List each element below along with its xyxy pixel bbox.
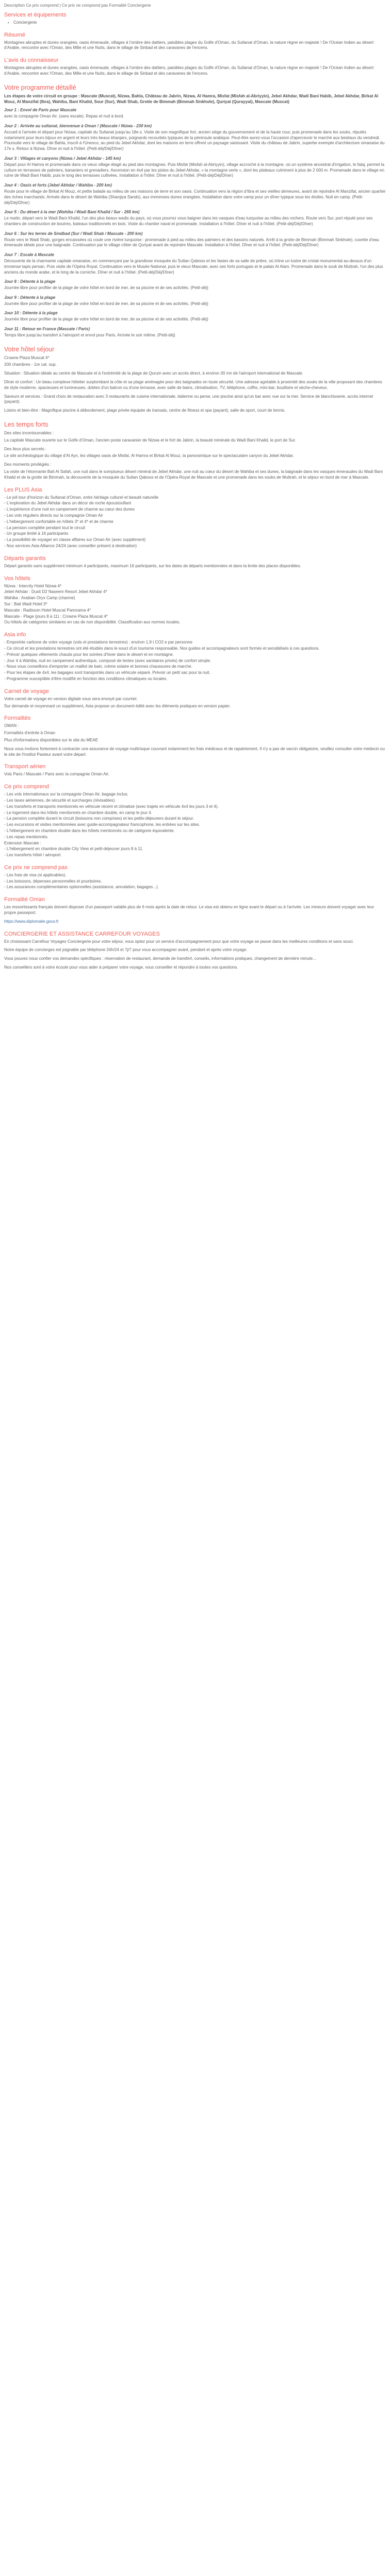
hotel-rooms: 200 chambres - 1re cat. sup.: [4, 362, 57, 367]
vos-hotels-item: Mascate - Plage (jours 8 à 11) : Crowne Plaza Muscat 4*: [4, 614, 108, 619]
section-title-prix-comprend: Ce prix comprend: [4, 784, 49, 790]
day-text: Le matin, départ vers le Wadi Bani Khalid, l'un des plus beaux wadis du pays, où vous pourrez vous baigner dans les vasques d'eau turquoise au milieu des rochers. Route vers Sur, port réputé pour ses chantiers de construction de boutres, bateaux traditionnels en bois. Visite du chantier naval et promenade. Installation à l'hôtel. Dîner et nuit à l'hôtel. (Petit-déj/Déj/Dîner): [4, 216, 373, 226]
hotel-paragraph: Situation : Situation idéale au centre de Mascate et à l'extrémité de la plage de Qurum avec un accès direct, à environ 30 mn de l'aéroport international de Mascate.: [4, 371, 303, 376]
temps-forts-item: Des moments privilégiés :: [4, 462, 52, 467]
departs-text: Départ garantis sans supplément minimum 4 participants, maximum 16 participants, sur les dates de départs mentionnées et dans la limite des places disponibles.: [4, 563, 301, 568]
prix-comprend-item: - La pension complète durant le circuit (boissons non comprises) et les petits-déjeuners durant le séjour.: [4, 816, 194, 821]
day-item: [4, 311, 387, 323]
temps-forts-intro: Des sites incontournables :: [4, 431, 54, 436]
programme-heading: Les étapes de votre circuit en groupe : Mascate (Muscat), Nizwa, Bahla, Château de Jabrin, Nizwa, Al Hamra, Misfat (Misfah al-Abriyyin), Jebel Akhdar, Wadi Bani Habib, Jebel Akhdar, Birkat Al Mouz, Al Manzifat (Ibra), Wahiba, Bani Khalid, Sour (Sur), Wadi Shab, Grotte de Bimmah (Bimmah Sinkhole), Quriyat (Qurayyat), Mascate (Muscat): [4, 93, 379, 104]
asia-info-item: - Jour 4 à Wahiba, nuit en campement authentique, composé de tentes (avec sanitaires privés) de confort simple.: [4, 658, 211, 663]
day-text: Journée libre pour profiter de la plage de votre hôtel en bord de mer, de sa piscine et de ses activités. (Petit-déj): [4, 301, 208, 306]
day-title: Jour 9 : Détente à la plage: [4, 295, 56, 300]
asia-info-item: - Prévoir quelques vêtements chauds pour les soirées d'hiver dans le désert et en montagne.: [4, 652, 174, 657]
plus-asia-item: - Le joli tour d'horizon du Sultanat d'Oman, entre héritage culturel et beauté naturelle: [4, 495, 159, 500]
plus-asia-item: - Nos services Asia Alliance 24/24 (avec conseiller présent à destination): [4, 544, 137, 548]
hotel-paragraph: Dîner et confort : Un beau complexe hôtelier surplombant la côte et sa plage aménagée pour des baignades en toute sécurité. Une adresse agréable à proximité des souks de la ville proposant des chambres de style moderne, spacieuses et lumineuses, dotées d'un balcon ou d'une terrasse, avec salle de bains, climatisation, TV, téléphone, coffre, mini-bar, bouilloire et sèche-cheveux.: [4, 380, 382, 390]
prix-comprend-item: - Le logement dans les hôtels mentionnés en chambre double, en camp le jour 4.: [4, 810, 152, 815]
formalites-item: Nous vous invitons fortement à contracter une assurance de voyage multirisque couvrant notamment les frais médicaux et de rapatriement. Il n'y a pas de vaccin obligatoire, veuillez consulter votre médecin ou le site de l'Institut Pasteur avant votre départ.: [4, 746, 385, 757]
section-title-conciergerie: CONCIERGERIE ET ASSISTANCE CARREFOUR VOYAGES: [4, 930, 160, 937]
section-title-formalites: Formalités: [4, 715, 31, 722]
prix-ne-comprend-item: - Les boissons, dépenses personnelles et pourboires.: [4, 878, 102, 884]
formalites-item: Formalités d'entrée à Oman: [4, 731, 55, 736]
day-text: avec la compagnie Oman Air. (sans escale). Repas et nuit à bord.: [4, 114, 124, 119]
day-item: [4, 210, 387, 227]
day-text: Journée libre pour profiter de la plage de votre hôtel en bord de mer, de sa piscine et de ses activités. (Petit-déj): [4, 317, 208, 322]
section-title-asia-info: Asia info: [4, 632, 26, 638]
section-title-vos-hotels: Vos hôtels: [4, 575, 30, 582]
conciergerie-paragraph: Notre équipe de concierges est joignable par téléphone 24h/24 et 7j/7 pour vous accompagner avant, pendant et après votre voyage.: [4, 947, 248, 953]
section-title-resume: Résumé: [4, 31, 25, 38]
prix-comprend-item: - Les repas mentionnés.: [4, 834, 48, 839]
day-item: [4, 183, 387, 206]
asia-info-item: - Programme susceptible d'être modifié en fonction des conditions climatiques ou locales.: [4, 676, 168, 681]
section-title-programme: Votre programme détaillé: [4, 83, 76, 91]
day-title: Jour 3 : Villages et canyons (Nizwa / Jebel Akhdar - 145 km): [4, 156, 121, 161]
prix-comprend-item: - L'hébergement en chambre double dans les hôtels mentionnés ou de catégorie équivalente.: [4, 828, 175, 833]
section-title-departs: Départs garantis: [4, 555, 46, 562]
vos-hotels-item: Mascate : Radisson Hotel Muscat Panorama 4*: [4, 607, 91, 613]
formalites-item: OMAN :: [4, 723, 19, 728]
section-title-carnet: Carnet de voyage: [4, 688, 49, 694]
prix-comprend-item: - Les transferts hôtel / aéroport.: [4, 853, 62, 858]
vos-hotels-item: Wahiba : Arabian Oryx Camp (charme): [4, 596, 75, 601]
section-title-prix-ne-comprend: Ce prix ne comprend pas: [4, 864, 68, 871]
temps-forts-item: Des lieux plus secrets :: [4, 446, 47, 451]
plus-asia-item: - Un groupe limité à 16 participants: [4, 531, 69, 536]
vos-hotels-item: Sur : Bait Wadi Hotel 3*: [4, 601, 47, 606]
plus-asia-item: - L'expérience d'une nuit en campement de charme au cœur des dunes: [4, 507, 135, 512]
section-title-formalite-oman: Formalité Oman: [4, 896, 45, 903]
plus-asia-item: - Les vols réguliers directs sur la compagnie Oman Air: [4, 513, 103, 518]
carnet-item: Votre carnet de voyage en version digitale vous sera envoyé par courriel.: [4, 696, 138, 701]
day-text: Découverte de la charmante capitale omanaise, en commençant par la grandiose mosquée du Sultan Qaboos et les fastes de sa salle de prière, où trône un lustre de cristal monumental au-dessus d'un immense tapis persan. Puis visite de l'Opéra Royal. Continuation vers le Musée National, puis le vieux Mascate, avec ses forts portugais et le palais Al Alam. Promenade dans le souk de Muttrah, l'un des plus anciens du monde arabe, et le long de la corniche. Dîner et nuit à l'hôtel. (Petit-déj/Déj/Dîner): [4, 258, 383, 275]
day-item: [4, 295, 387, 307]
formalite-oman-text: Les ressortissants français doivent disposer d'un passeport valable plus de 6 mois après la date de retour. Le visa est obtenu en ligne avant le départ ou à l'arrivée. Les mineurs doivent voyager avec leur propre passeport.: [4, 905, 374, 916]
section-title-temps-forts: Les temps forts: [4, 421, 48, 429]
day-title: Jour 10 : Détente à la plage: [4, 311, 58, 316]
day-title: Jour 5 : Du désert à la mer (Wahiba / Wadi Bani Khalid / Sur - 265 km): [4, 210, 140, 215]
prix-comprend-item: - Les vols internationaux sur la compagnie Oman Air, bagage inclus.: [4, 792, 129, 797]
resume-text: Montagnes abruptes et dunes orangées, oasis émeraude, villages à l'ombre des dattiers, paisibles plages du Golfe d'Oman, du Sultanat d'Oman, la nature règne en majesté ! De l'Océan Indien au désert d'Arabie, rencontre avec l'Oman, des Mille et une Nuits, dans le sillage de Sinbad et des caravanes de l'encens.: [4, 40, 374, 50]
prix-ne-comprend-item: - Les frais de visa (si applicables).: [4, 872, 67, 877]
transport-text: Vols Paris / Mascate / Paris avec la compagnie Oman Air.: [4, 772, 109, 777]
vos-hotels-item: Jebel Akhdar : Dusit D2 Naseem Resort Jebel Akhdar 4*: [4, 589, 107, 595]
plus-asia-item: - L'hébergement confortable en hôtels 3* et 4* et de charme: [4, 519, 113, 524]
hotel-paragraph: Saveurs et services : Grand choix de restauration avec 3 restaurants de cuisine internationale, italienne ou perse, une piscine ainsi qu'un bar avec vue sur la mer. Service de blanchisserie, accès internet (payant).: [4, 394, 373, 404]
section-title-lavis: L'avis du connaisseur: [4, 57, 59, 64]
lavis-text: Montagnes abruptes et dunes orangées, oasis émeraude, villages à l'ombre des dattiers, paisibles plages du Golfe d'Oman, du Sultanat d'Oman, la nature règne en majesté ! De l'Océan Indien au désert d'Arabie, rencontre avec l'Oman, des Mille et une Nuits, dans le sillage de Sinbad et des caravanes de l'encens.: [4, 65, 374, 76]
temps-forts-item: La visite de l'étonnante Bait Al Safah, une nuit dans le somptueux désert minéral de Jebel Akhdar, une nuit au cœur du désert de Wahiba et ses dunes, la baignade dans les vasques émeraudes du Wadi Bani Khalid et de la grotte de Bimmah, la découverte de la mosquée du Sultan Qaboos et de l'Opéra Royal de Mascate et une promenade dans les souks de Muttrah, et le séjour en bord de mer à Mascate.: [4, 469, 383, 480]
day-text: Temps libre jusqu'au transfert à l'aéroport et envol pour Paris. Arrivée le soir même. (Petit-déj): [4, 332, 175, 337]
day-title: Jour 8 : Détente à la plage: [4, 279, 56, 284]
day-text: Accueil à l'arrivée et départ pour Nizwa, capitale du Sultanat jusqu'au 18e s. Visite de son magnifique fort, ancien siège du gouvernement et de la haute cour, puis promenade dans les souks, réputés notamment pour leurs bijoux en argent et leurs très beaux khanjars, poignards recourbés typiques de la péninsule arabique. Peut-être aurez-vous l'occasion d'apercevoir le marché aux bestiaux du vendredi. Poursuite vers le village de Bahla, inscrit à l'Unesco, au pied du Jebel Akhdar, dont les maisons en terre offrent un paysage saisissant. Visite du château de Jabrin, superbe exemple d'architecture omanaise du 17e s. Retour à Nizwa. Dîner et nuit à l'hôtel. (Petit-déj/Déj/Dîner): [4, 129, 385, 151]
vos-hotels-item: Ou hôtels de catégories similaires en cas de non disponibilité. Classification aux normes locales.: [4, 620, 181, 625]
asia-info-item: - Ce circuit et les prestations terrestres ont été étudiés dans le souci d'un tourisme responsable. Nos guides et accompagnateurs sont formés et sensibilisés à ces questions.: [4, 646, 320, 651]
day-title: Jour 1 : Envol de Paris pour Mascate: [4, 108, 77, 113]
carnet-item: Sur demande et moyennant un supplément, Asia propose un document édité avec les éléments pratiques en version papier.: [4, 703, 231, 708]
plus-asia-item: - L'exploration du Jebel Akhdar dans un décor de roche époustouflant: [4, 501, 132, 506]
prix-comprend-item: - L'hébergement en chambre double City View et petit-déjeuner jours 8 à 11.: [4, 846, 143, 852]
hotel-name: Crowne Plaza Muscat 4*: [4, 355, 50, 360]
day-item: [4, 327, 387, 338]
hotel-paragraph: Loisirs et bien-être : Magnifique piscine à débordement, plage privée équipée de transats, centre de fitness et spa (payant), salle de sport, court de tennis.: [4, 408, 286, 413]
prix-comprend-item: Extension Mascate :: [4, 840, 42, 845]
conciergerie-paragraph: Vous pouvez nous confier vos demandes spécifiques : réservation de restaurant, demande de transfert, conseils, informations pratiques, changement de dernière minute...: [4, 956, 316, 961]
day-title: Jour 2 : Arrivée au sultanat, bienvenue à Oman ! (Mascate / Nizwa - 230 km): [4, 123, 152, 128]
day-item: [4, 231, 387, 248]
day-item: [4, 279, 387, 291]
day-item: [4, 156, 387, 179]
section-title-services: Services et équipements: [4, 11, 67, 18]
plus-asia-item: - La possibilité de voyager en classe affaires sur Oman Air (avec supplément): [4, 537, 146, 543]
vos-hotels-item: Nizwa : Intercity Hotel Nizwa 4*: [4, 583, 62, 588]
plus-asia-item: - La pension complète pendant tout le circuit: [4, 525, 85, 530]
prix-ne-comprend-item: - Les assurances complémentaires optionnelles (assistance, annulation, bagages...).: [4, 885, 159, 890]
prix-comprend-item: - Les excursions et visites mentionnées avec guide-accompagnateur francophone, les entrées sur les sites.: [4, 822, 200, 827]
day-text: Route vers le Wadi Shab, gorges encaissées où coule une rivière turquoise : promenade à pied au milieu des palmiers et des bassins naturels. Arrêt à la grotte de Bimmah (Bimmah Sinkhole), cuvette d'eau émeraude idéale pour une baignade. Continuation par le village côtier de Quriyat avant de rejoindre Mascate. Installation à l'hôtel. Dîner et nuit à l'hôtel. (Petit-déj/Déj/Dîner): [4, 237, 379, 248]
day-title: Jour 6 : Sur les terres de Sindbad (Sur / Wadi Shab / Mascate - 200 km): [4, 231, 143, 236]
day-text: Départ pour Al Hamra et promenade dans ce vieux village étagé au pied des montagnes. Puis Misfat (Misfah al-Abriyyin), village accroché à la montagne, où un système ancestral d'irrigation, le falaj, permet la culture en terrasses de palmiers, bananiers et grenadiers. Ascension en 4x4 par les pistes du Jebel Akhdar, « la montagne verte », dont les plateaux culminent à plus de 2 000 m. Promenade dans le village en ruine de Wadi Bani Habib, puis le long des terrasses cultivées. Installation à l'hôtel. Dîner et nuit à l'hôtel. (Petit-déj/Déj/Dîner): [4, 162, 385, 178]
temps-forts-item: Le site archéologique du village d'Al Ayn, les villages oasis de Misfat, Al Hamra et Birkat Al Mouz, la panoramique sur le spectaculaire canyon du Jebel Akhdar.: [4, 453, 294, 459]
day-item: [4, 108, 387, 120]
formalite-oman-link[interactable]: https://www.diplomatie.gouv.fr: [4, 919, 59, 924]
day-title: Jour 11 : Retour en France (Mascate / Paris): [4, 327, 90, 332]
day-text: Journée libre pour profiter de la plage de votre hôtel en bord de mer, de sa piscine et de ses activités. (Petit-déj): [4, 285, 208, 291]
section-title-transport: Transport aérien: [4, 764, 46, 770]
asia-info-item: - Nous vous conseillons d'emporter un maillot de bain, crème solaire et bonnes chaussures de marche.: [4, 664, 192, 669]
services-item: • Conciergerie: [13, 20, 387, 26]
day-text: Route pour le village de Birkat Al Mouz, et petite balade au milieu de ses maisons de terre et son oasis. Continuation vers la région d'Ibra et ses vieilles demeures, avant de rejoindre Al Manzifat, ancien quartier des riches marchands. Arrivée dans le désert de Wahiba (Sharqiya Sands), aux immenses dunes orangées. Installation dans votre camp pour un dîner typique sous les étoiles. Nuit en camp. (Petit-déj/Déj/Dîner): [4, 189, 386, 205]
services-list: [4, 20, 387, 26]
day-title: Jour 4 : Oasis et forts (Jebel Akhdar / Wahiba - 200 km): [4, 183, 112, 188]
temps-forts-item: La capitale Mascate ouverte sur le Golfe d'Oman, l'ancien poste caravanier de Nizwa et le fort de Jabrin, la beauté minérale du Wadi Bani Khalid, le port de Sur.: [4, 437, 296, 443]
section-title-plus-asia: Les PLUS Asia: [4, 486, 42, 493]
conciergerie-paragraph: Nos conseillers sont à votre écoute pour vous aider à préparer votre voyage, vous conseiller et répondre à toutes vos questions.: [4, 965, 238, 970]
prix-comprend-item: - Les transferts et transports mentionnés en véhicule récent et climatisé (avec trajets en véhicule 4x4 les jours 3 et 4).: [4, 804, 219, 809]
formalites-item: Plus d'informations disponibles sur le site du MEAE: [4, 737, 99, 742]
conciergerie-paragraph: En choisissant Carrefour Voyages Conciergerie pour votre séjour, vous optez pour un service d'accompagnement pour que votre voyage se passe dans les meilleures conditions et sans souci.: [4, 939, 354, 944]
asia-info-item: - Empreinte carbone de votre voyage (vols et prestations terrestres) : environ 1,9 t CO2 e par personne: [4, 640, 193, 645]
top-note: Description Ce prix comprend | Ce prix ne comprend pas Formalité Conciergerie: [4, 3, 151, 8]
section-title-hotel: Votre hôtel séjour: [4, 345, 55, 353]
day-item: [4, 252, 387, 275]
day-item: [4, 124, 387, 152]
asia-info-item: - Pour les étapes de 4x4, les bagages sont transportés dans un véhicule séparé. Prévoir un petit sac pour la nuit.: [4, 670, 210, 675]
prix-comprend-item: - Les taxes aériennes, de sécurité et surcharges (révisables).: [4, 798, 116, 803]
day-title: Jour 7 : Escale à Mascate: [4, 252, 54, 258]
